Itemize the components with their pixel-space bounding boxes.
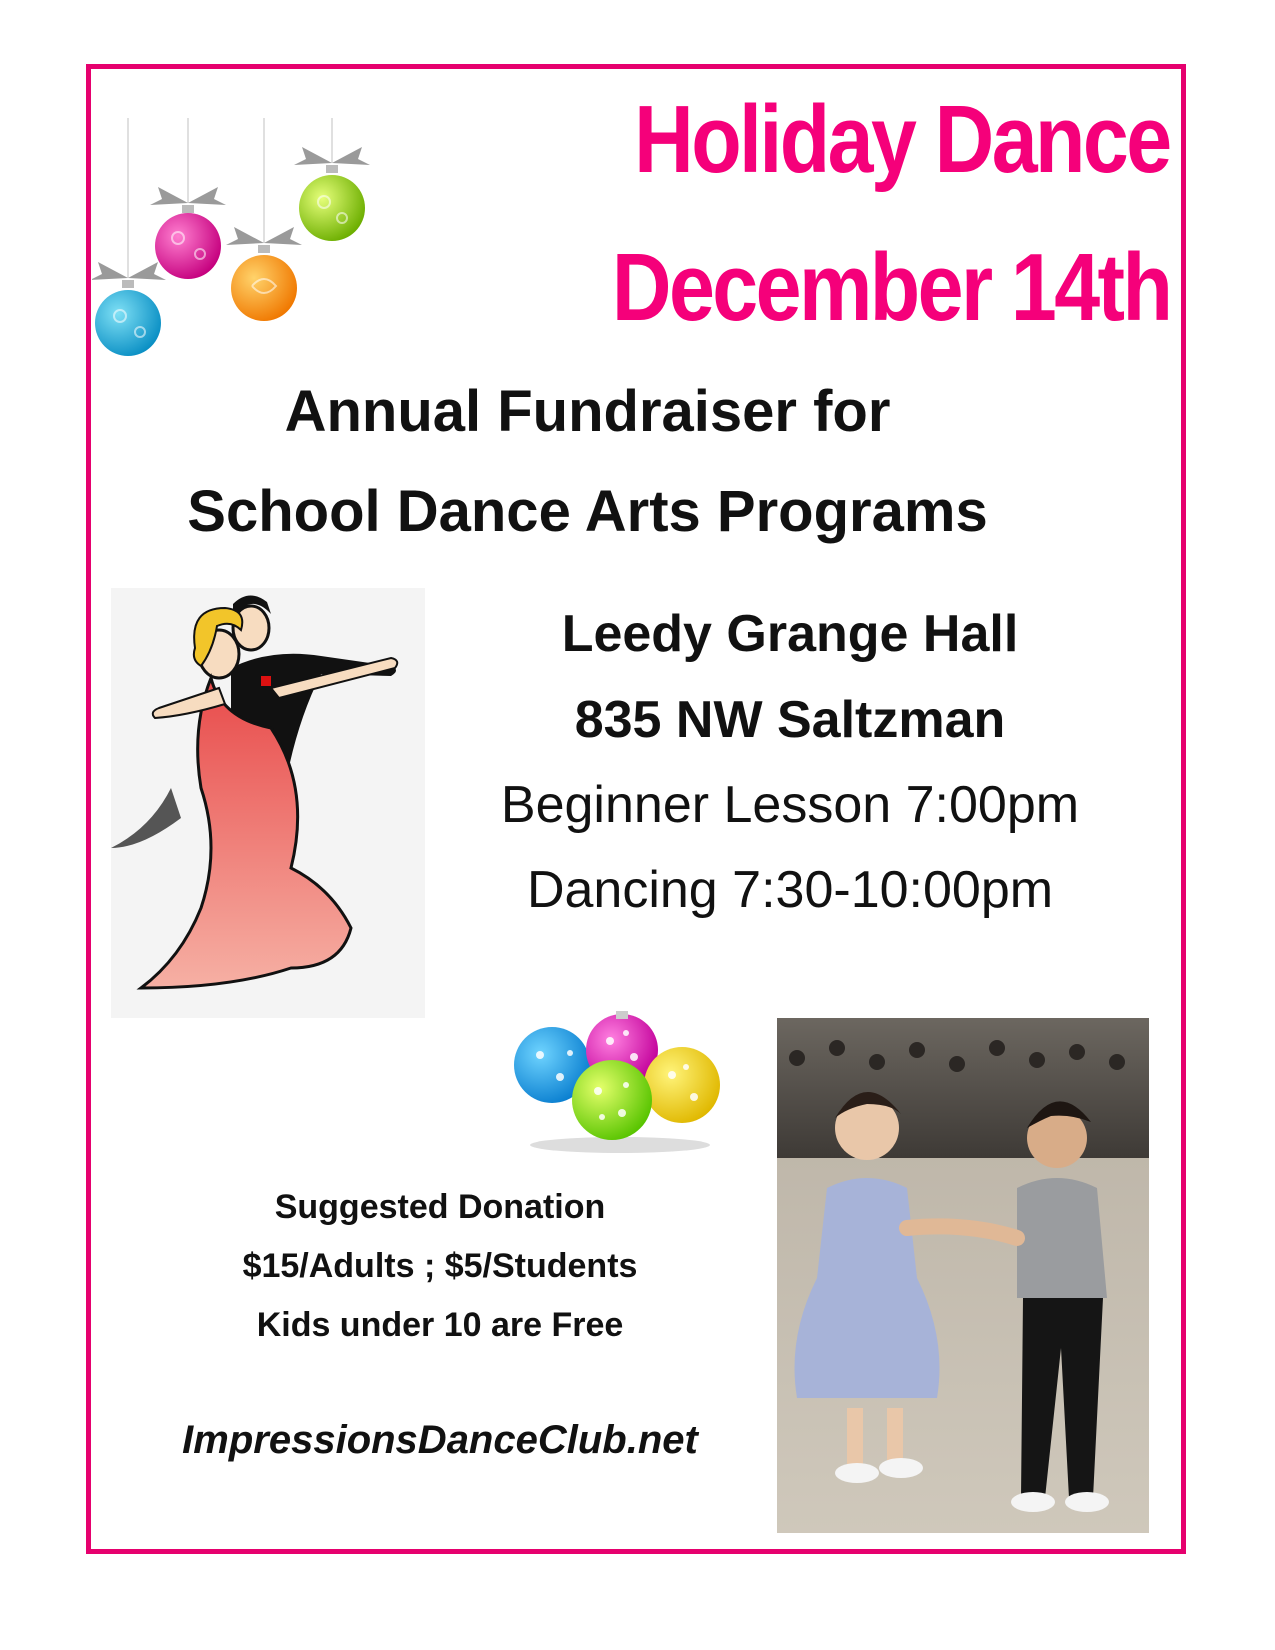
donation-prices: $15/Adults ; $5/Students <box>242 1247 638 1285</box>
event-date: December 14th <box>611 234 1170 341</box>
dancing-time: Dancing 7:30-10:00pm <box>526 861 1054 919</box>
donation-kids: Kids under 10 are Free <box>256 1306 624 1344</box>
event-title: Holiday Dance <box>634 86 1170 193</box>
hanging-ornaments-image <box>92 118 392 408</box>
website-url[interactable]: ImpressionsDanceClub.net <box>182 1418 698 1462</box>
subtitle-line-1: Annual Fundraiser for <box>284 379 891 444</box>
subtitle-line-2: School Dance Arts Programs <box>187 479 988 544</box>
lesson-time: Beginner Lesson 7:00pm <box>500 776 1080 834</box>
ornament-cluster-image <box>510 1005 725 1155</box>
venue-name: Leedy Grange Hall <box>561 605 1019 663</box>
kids-dancing-photo <box>777 1018 1149 1533</box>
venue-address: 835 NW Saltzman <box>574 691 1006 749</box>
donation-heading: Suggested Donation <box>274 1188 606 1226</box>
dancing-couple-image <box>111 588 425 1018</box>
